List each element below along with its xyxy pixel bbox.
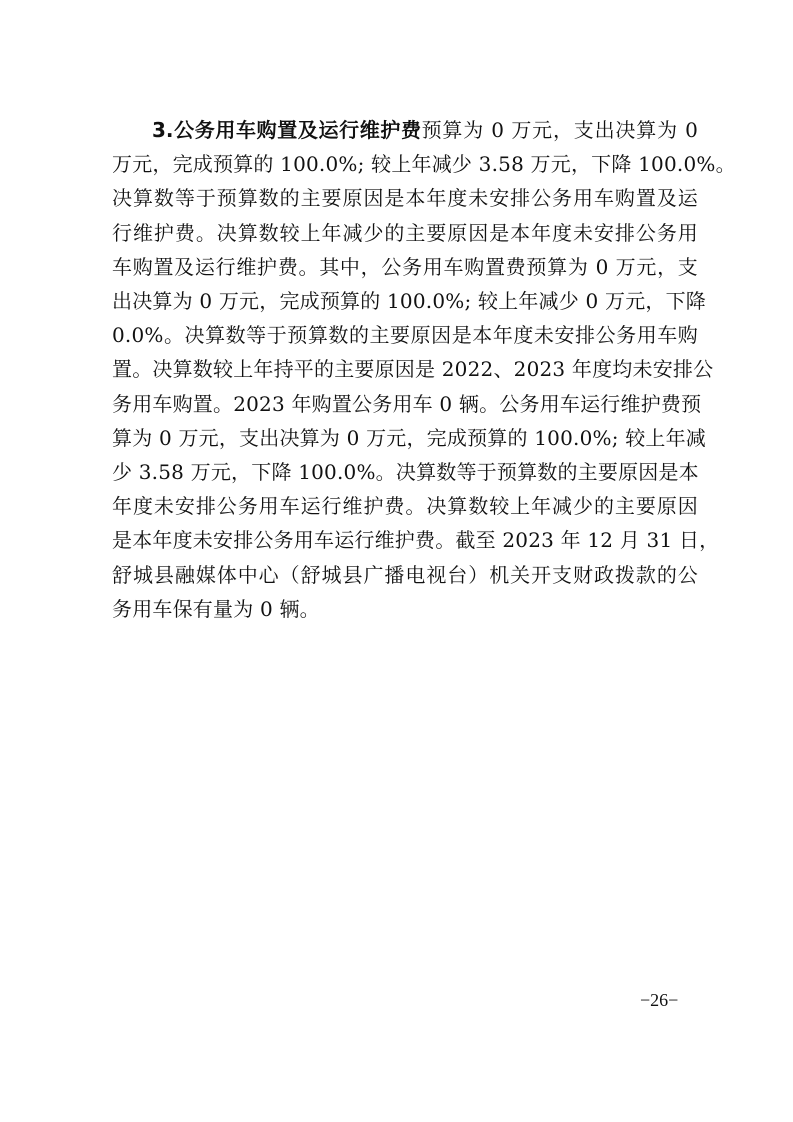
paragraph-line-2: 万元，完成预算的 100.0%; 较上年减少 3.58 万元，下降 100.0%。 xyxy=(112,152,736,177)
paragraph-line-4: 行维护费。决算数较上年减少的主要原因是本年度未安排公务用 xyxy=(112,220,698,245)
paragraph-line-6: 出决算为 0 万元，完成预算的 100.0%; 较上年减少 0 万元，下降 xyxy=(112,289,706,314)
paragraph-line-11: 少 3.58 万元，下降 100.0%。决算数等于预算数的主要原因是本 xyxy=(112,460,699,485)
paragraph-line-5: 车购置及运行维护费。其中，公务用车购置费预算为 0 万元，支 xyxy=(112,254,698,279)
paragraph-line-1 xyxy=(112,113,698,147)
paragraph-line-1-text: 预算为 0 万元，支出决算为 0 xyxy=(421,118,699,142)
paragraph-line-14: 舒城县融媒体中心（舒城县广播电视台）机关开支财政拨款的公 xyxy=(112,562,698,587)
paragraph-line-12: 年度未安排公务用车运行维护费。决算数较上年减少的主要原因 xyxy=(112,494,698,519)
paragraph-line-7: 0.0%。决算数等于预算数的主要原因是本年度未安排公务用车购 xyxy=(112,323,698,348)
paragraph-line-3: 决算数等于预算数的主要原因是本年度未安排公务用车购置及运 xyxy=(112,186,698,211)
paragraph-line-15: 务用车保有量为 0 辆。 xyxy=(112,596,320,621)
paragraph-line-8: 置。决算数较上年持平的主要原因是 2022、2023 年度均未安排公 xyxy=(112,357,714,382)
section-heading: 3.公务用车购置及运行维护费 xyxy=(152,118,422,142)
page-number: −26− xyxy=(640,990,679,1010)
paragraph-line-9: 务用车购置。2023 年购置公务用车 0 辆。公务用车运行维护费预 xyxy=(112,391,702,416)
paragraph-line-13: 是本年度未安排公务用车运行维护费。截至 2023 年 12 月 31 日， xyxy=(112,528,720,553)
body-paragraph xyxy=(112,113,736,626)
paragraph-line-10: 算为 0 万元，支出决算为 0 万元，完成预算的 100.0%; 较上年减 xyxy=(112,425,706,450)
